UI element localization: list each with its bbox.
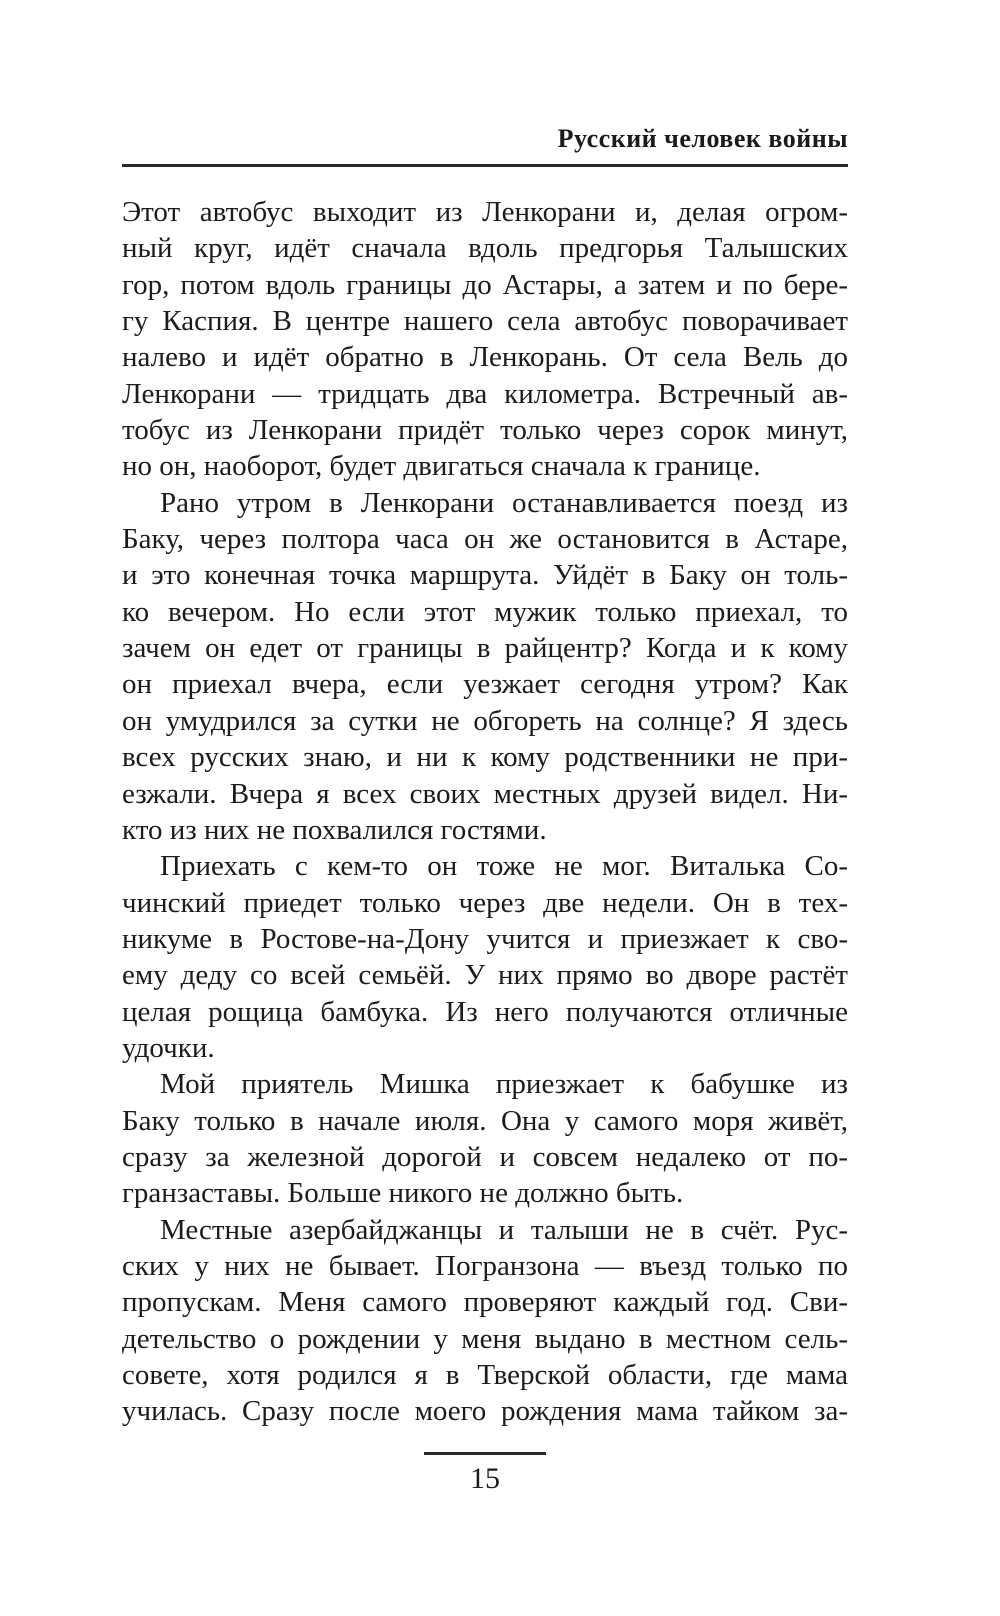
text-line: всех русских знаю, и ни к кому родственники не при- — [122, 741, 848, 774]
text-line: сразу за железной дорогой и совсем недалеко от по- — [122, 1140, 848, 1173]
text-line: детельство о рождении у меня выдано в местном сель- — [122, 1322, 848, 1355]
body-text-column — [122, 194, 848, 1430]
text-line: училась. Сразу после моего рождения мама тайком за- — [122, 1395, 848, 1428]
text-line: никуме в Ростове-на-Дону учится и приезжает к сво- — [122, 922, 848, 955]
text-line: Местные азербайджанцы и талыши не в счёт. Рус- — [160, 1213, 848, 1246]
text-line: гор, потом вдоль границы до Астары, а затем и по бере- — [122, 268, 848, 301]
page-number: 15 — [470, 1462, 500, 1495]
text-line: гу Каспия. В центре нашего села автобус поворачивает — [122, 305, 848, 338]
text-line: гранзаставы. Больше никого не должно быть. — [122, 1177, 684, 1210]
text-line: зачем он едет от границы в райцентр? Когда и к кому — [122, 632, 848, 665]
text-line: езжали. Вчера я всех своих местных друзей видел. Ни- — [122, 777, 848, 810]
footer-rule — [424, 1452, 546, 1455]
text-line: ему деду со всей семьёй. У них прямо во дворе растёт — [122, 959, 848, 992]
text-line: Приехать с кем-то он тоже не мог. Виталька Со- — [160, 850, 848, 883]
text-line: ских у них не бывает. Погранзона — въезд только по — [122, 1249, 848, 1282]
text-line: Этот автобус выходит из Ленкорани и, делая огром- — [122, 196, 848, 228]
text-line: ко вечером. Но если этот мужик только приехал, то — [122, 595, 848, 628]
text-line: Баку только в начале июля. Она у самого моря живёт, — [122, 1104, 848, 1137]
running-header-title: Русский человек войны — [557, 124, 848, 153]
text-line: налево и идёт обратно в Ленкорань. От села Вель до — [122, 341, 848, 374]
text-line: чинский приедет только через две недели. Он в тех- — [122, 886, 848, 919]
text-line: целая рощица бамбука. Из него получаются отличные — [122, 995, 848, 1028]
text-line: он умудрился за сутки не обгореть на солнце? Я здесь — [122, 704, 848, 737]
text-line: удочки. — [122, 1031, 215, 1064]
text-line: но он, наоборот, будет двигаться сначала к границе. — [122, 450, 761, 483]
header-rule — [122, 164, 848, 167]
text-line: Рано утром в Ленкорани останавливается поезд из — [160, 486, 848, 519]
text-line: пропускам. Меня самого проверяют каждый год. Сви- — [122, 1286, 848, 1319]
text-line: совете, хотя родился я в Тверской области, где мама — [122, 1359, 848, 1391]
text-line: и это конечная точка маршрута. Уйдёт в Баку он толь- — [122, 559, 848, 592]
text-line: кто из них не похвалился гостями. — [122, 813, 547, 846]
text-line: он приехал вчера, если уезжает сегодня утром? Как — [122, 668, 848, 701]
text-line: Ленкорани — тридцать два километра. Встречный ав- — [122, 377, 848, 410]
text-line: ный круг, идёт сначала вдоль предгорья Талышских — [122, 232, 848, 265]
text-line: Баку, через полтора часа он же остановится в Астаре, — [122, 523, 848, 556]
text-line: Мой приятель Мишка приезжает к бабушке из — [160, 1068, 848, 1101]
running-header — [122, 124, 848, 154]
text-line: тобус из Ленкорани придёт только через сорок минут, — [122, 414, 848, 447]
